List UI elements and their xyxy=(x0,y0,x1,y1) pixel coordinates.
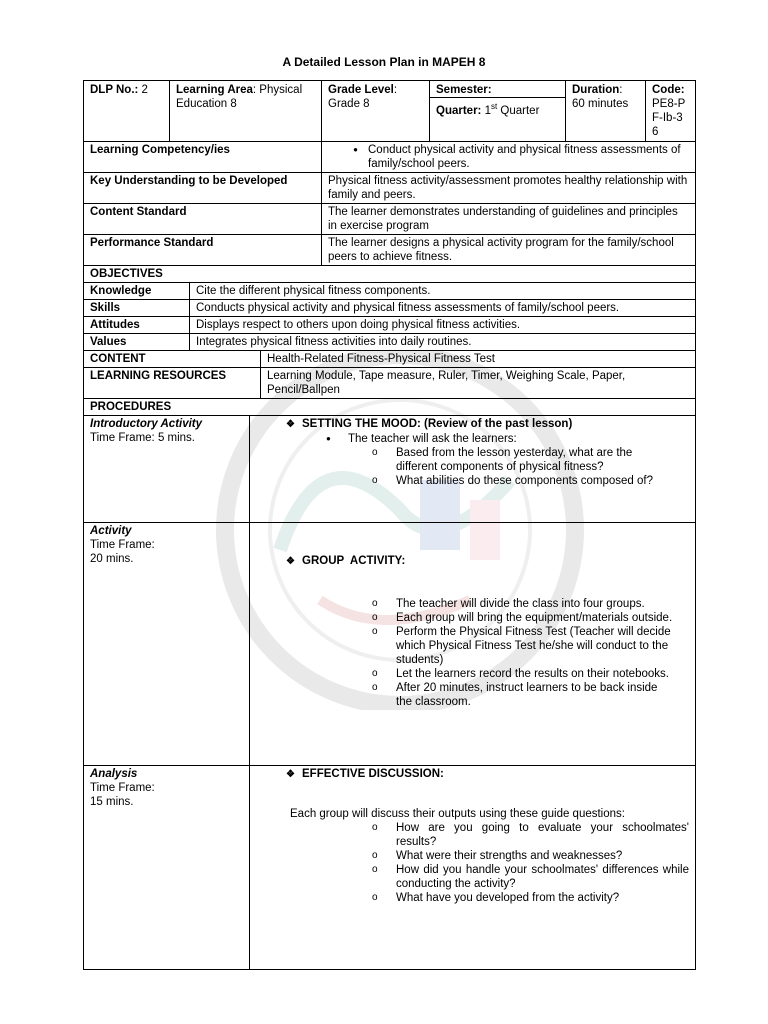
list-item: o Each group will bring the equipment/materials outside. xyxy=(372,612,673,624)
grade-level-label: Grade Level xyxy=(328,84,394,96)
competency-cell xyxy=(322,142,696,173)
quarter-number: 1 xyxy=(484,104,491,117)
circle-bullet-icon: o xyxy=(372,682,378,693)
quarter-word: Quarter xyxy=(500,104,540,117)
intro-subtext: The teacher will ask the learners: xyxy=(348,433,517,445)
quarter-label: Quarter: xyxy=(436,104,482,117)
dlp-value: 2 xyxy=(141,84,148,96)
intro-right-cell xyxy=(250,416,696,523)
duration-value: 60 minutes xyxy=(572,98,629,110)
dlp-label: DLP No.: xyxy=(90,84,139,96)
diamond-bullet-icon: ❖ xyxy=(286,769,295,780)
key-understanding-value: Physical fitness activity/assessment promotes healthy relationship with family and peers. xyxy=(322,173,696,204)
content-standard-value: The learner demonstrates understanding of guidelines and principles in exercise program xyxy=(322,204,696,235)
activity-time-label: Time Frame: xyxy=(90,539,155,551)
list-item: o How did you handle your schoolmates' differences while conducting the activity? xyxy=(372,864,689,890)
procedures-heading: PROCEDURES xyxy=(84,399,696,416)
content-table xyxy=(83,350,696,399)
objective-label: Knowledge xyxy=(84,283,190,300)
header-table xyxy=(83,80,696,142)
list-item: o What abilities do these components composed of? xyxy=(372,475,653,487)
circle-bullet-icon: o xyxy=(372,447,378,458)
list-item: o Let the learners record the results on their notebooks. xyxy=(372,668,669,680)
code-value: PE8-PF-Ib-36 xyxy=(652,98,686,138)
activity-label: Activity xyxy=(90,525,132,537)
list-item: o The teacher will divide the class into four groups. xyxy=(372,598,645,610)
circle-bullet-icon: o xyxy=(372,612,378,623)
objective-value: Conducts physical activity and physical fitness assessments of family/school peers. xyxy=(190,300,696,317)
lesson-plan-sheet xyxy=(83,80,695,970)
objective-label: Skills xyxy=(84,300,190,317)
grade-level-value: Grade 8 xyxy=(328,98,370,110)
objective-value: Integrates physical fitness activities into daily routines. xyxy=(190,334,696,351)
intro-label: Introductory Activity xyxy=(90,418,203,430)
resources-value: Learning Module, Tape measure, Ruler, Timer, Weighing Scale, Paper, Pencil/Ballpen xyxy=(261,368,696,399)
activity-right-cell xyxy=(250,523,696,766)
duration-label: Duration xyxy=(572,84,620,96)
semester-quarter-cell xyxy=(430,81,566,142)
diamond-bullet-icon: ❖ xyxy=(286,556,295,567)
learning-area-value: : Physical Education 8 xyxy=(176,84,303,110)
intro-left-cell xyxy=(84,416,250,523)
semester-label: Semester: xyxy=(430,81,565,98)
grade-level-colon: : xyxy=(393,84,398,96)
objective-value: Displays respect to others upon doing physical fitness activities. xyxy=(190,317,696,334)
circle-bullet-icon: o xyxy=(372,822,378,833)
circle-bullet-icon: o xyxy=(372,626,378,637)
code-cell xyxy=(646,81,696,142)
duration-cell xyxy=(566,81,646,142)
circle-bullet-icon: o xyxy=(372,850,378,861)
dlp-cell xyxy=(84,81,170,142)
circle-bullet-icon: o xyxy=(372,475,378,486)
procedures-table xyxy=(83,398,696,970)
circle-bullet-icon: o xyxy=(372,892,378,903)
list-item: o After 20 minutes, instruct learners to be back inside the classroom. xyxy=(372,682,658,708)
standards-table xyxy=(83,141,696,266)
circle-bullet-icon: o xyxy=(372,598,378,609)
document-title: A Detailed Lesson Plan in MAPEH 8 xyxy=(282,55,486,69)
performance-standard-value: The learner designs a physical activity program for the family/school peers to achieve fitness. xyxy=(322,235,696,266)
content-standard-label: Content Standard xyxy=(84,204,322,235)
list-item: o Based from the lesson yesterday, what are the different components of physical fitness? xyxy=(372,447,633,473)
code-label: Code: xyxy=(652,84,685,96)
learning-area-cell xyxy=(170,81,322,142)
analysis-intro: Each group will discuss their outputs using these guide questions: xyxy=(290,808,625,820)
grade-level-cell xyxy=(322,81,430,142)
bullet-icon: ● xyxy=(326,434,331,443)
analysis-right-cell xyxy=(250,766,696,970)
objective-value: Cite the different physical fitness components. xyxy=(190,283,696,300)
activity-heading: GROUP ACTIVITY: xyxy=(302,555,406,567)
resources-label: LEARNING RESOURCES xyxy=(84,368,261,399)
duration-colon: : xyxy=(619,84,623,96)
analysis-label: Analysis xyxy=(90,768,138,780)
objective-label: Attitudes xyxy=(84,317,190,334)
list-item: o Perform the Physical Fitness Test (Teacher will decide which Physical Fitness Test he/she will conduct to the students) xyxy=(372,626,671,666)
bullet-icon: ● xyxy=(353,145,358,154)
circle-bullet-icon: o xyxy=(372,668,378,679)
intro-heading: SETTING THE MOOD: (Review of the past lesson) xyxy=(302,418,573,430)
competency-label: Learning Competency/ies xyxy=(84,142,322,173)
learning-area-label: Learning Area xyxy=(176,84,253,96)
key-understanding-label: Key Understanding to be Developed xyxy=(84,173,322,204)
list-item: o How are you going to evaluate your schoolmates' results? xyxy=(372,822,689,848)
quarter-suffix: st xyxy=(490,102,498,111)
list-item: o What were their strengths and weaknesses? xyxy=(372,850,623,862)
circle-bullet-icon: o xyxy=(372,864,378,875)
competency-value: Conduct physical activity and physical fitness assessments of family/school peers. xyxy=(368,144,681,170)
content-label: CONTENT xyxy=(84,351,261,368)
diamond-bullet-icon: ❖ xyxy=(286,419,295,430)
activity-time-value: 20 mins. xyxy=(90,553,134,565)
intro-time: Time Frame: 5 mins. xyxy=(90,432,196,444)
objectives-heading: OBJECTIVES xyxy=(84,266,696,283)
analysis-left-cell xyxy=(84,766,250,970)
quarter-line xyxy=(430,98,565,120)
analysis-time-value: 15 mins. xyxy=(90,796,134,808)
content-value: Health-Related Fitness-Physical Fitness Test xyxy=(261,351,696,368)
list-item: o What have you developed from the activity? xyxy=(372,892,620,904)
objectives-table xyxy=(83,265,696,351)
activity-left-cell xyxy=(84,523,250,766)
performance-standard-label: Performance Standard xyxy=(84,235,322,266)
analysis-time-label: Time Frame: xyxy=(90,782,155,794)
analysis-heading: EFFECTIVE DISCUSSION: xyxy=(302,768,444,780)
objective-label: Values xyxy=(84,334,190,351)
